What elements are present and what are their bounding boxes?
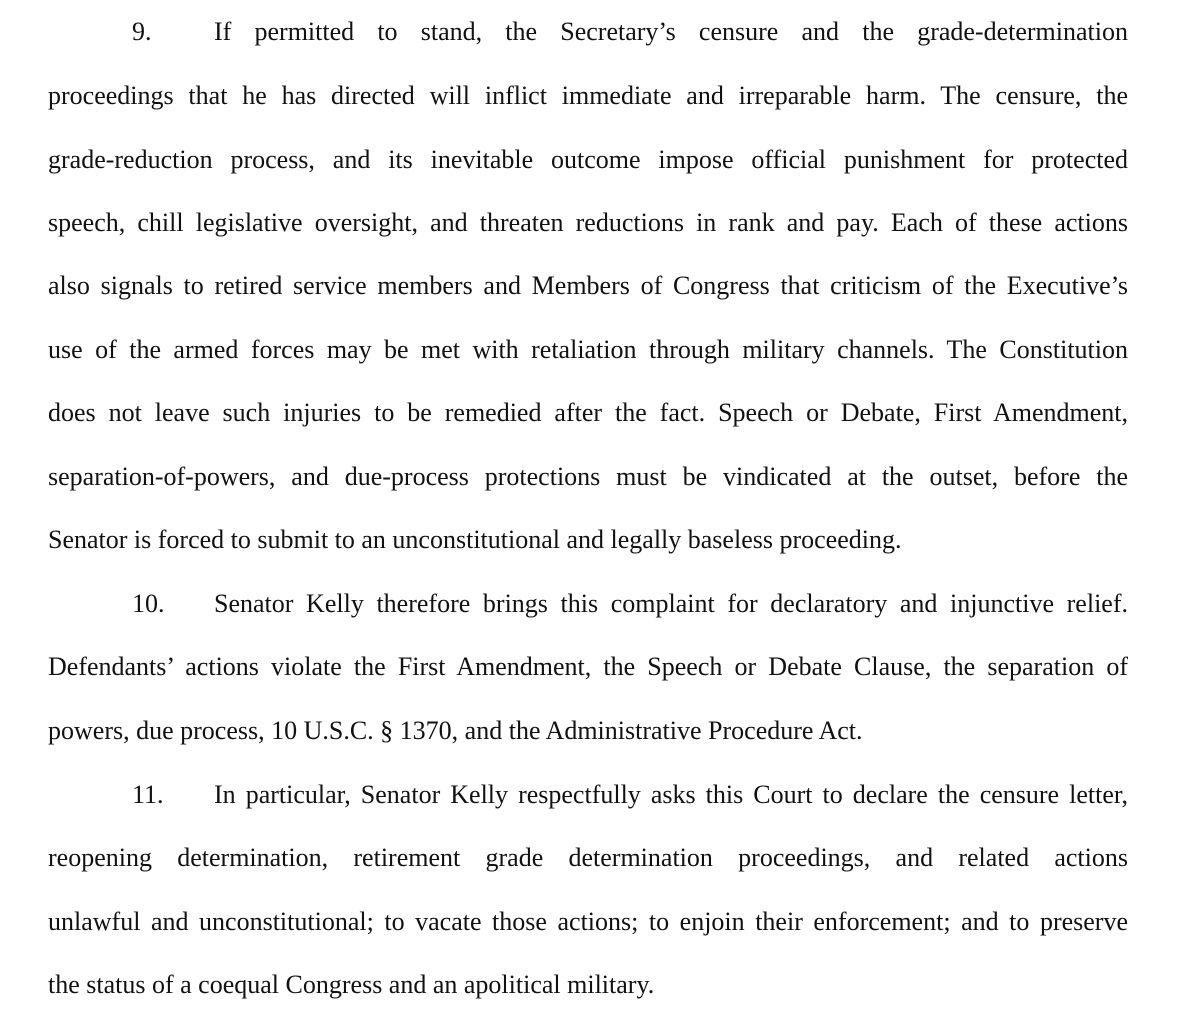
paragraph-9-line-1 [132,12,1128,52]
paragraph-number: 10. [132,589,165,618]
paragraph-text: Senator Kelly therefore brings this complaint for declaratory and injunctive relief. [214,589,1128,618]
paragraph-9-line-6: use of the armed forces may be met with retaliation through military channels. The Constitution [48,335,1128,364]
paragraph-10-line-2: Defendants’ actions violate the First Amendment, the Speech or Debate Clause, the separation of [48,652,1128,681]
paragraph-text: If permitted to stand, the Secretary’s censure and the grade-determination [214,17,1128,46]
paragraph-9-line-2: proceedings that he has directed will inflict immediate and irreparable harm. The censure, the [48,81,1128,110]
paragraph-10-line-1 [132,584,1128,624]
paragraph-text: In particular, Senator Kelly respectfully asks this Court to declare the censure letter, [214,780,1128,809]
paragraph-9-line-5: also signals to retired service members and Members of Congress that criticism of the Executive’s [48,271,1128,300]
paragraph-number: 11. [132,780,164,809]
paragraph-9-line-9: Senator is forced to submit to an unconstitutional and legally baseless proceeding. [48,525,902,554]
paragraph-number: 9. [132,17,152,46]
paragraph-9-line-3: grade-reduction process, and its inevitable outcome impose official punishment for protected [48,145,1128,174]
paragraph-11-line-1 [132,775,1128,815]
paragraph-11-line-4: the status of a coequal Congress and an apolitical military. [48,970,655,999]
paragraph-9-line-8: separation-of-powers, and due-process protections must be vindicated at the outset, before the [48,462,1128,491]
paragraph-10-line-3: powers, due process, 10 U.S.C. § 1370, and the Administrative Procedure Act. [48,716,863,745]
paragraph-11-line-2: reopening determination, retirement grade determination proceedings, and related actions [48,843,1128,872]
paragraph-9-line-7: does not leave such injuries to be remedied after the fact. Speech or Debate, First Amendment, [48,398,1128,427]
paragraph-11-line-3: unlawful and unconstitutional; to vacate those actions; to enjoin their enforcement; and to preserve [48,907,1128,936]
paragraph-9-line-4: speech, chill legislative oversight, and threaten reductions in rank and pay. Each of these actions [48,208,1128,237]
